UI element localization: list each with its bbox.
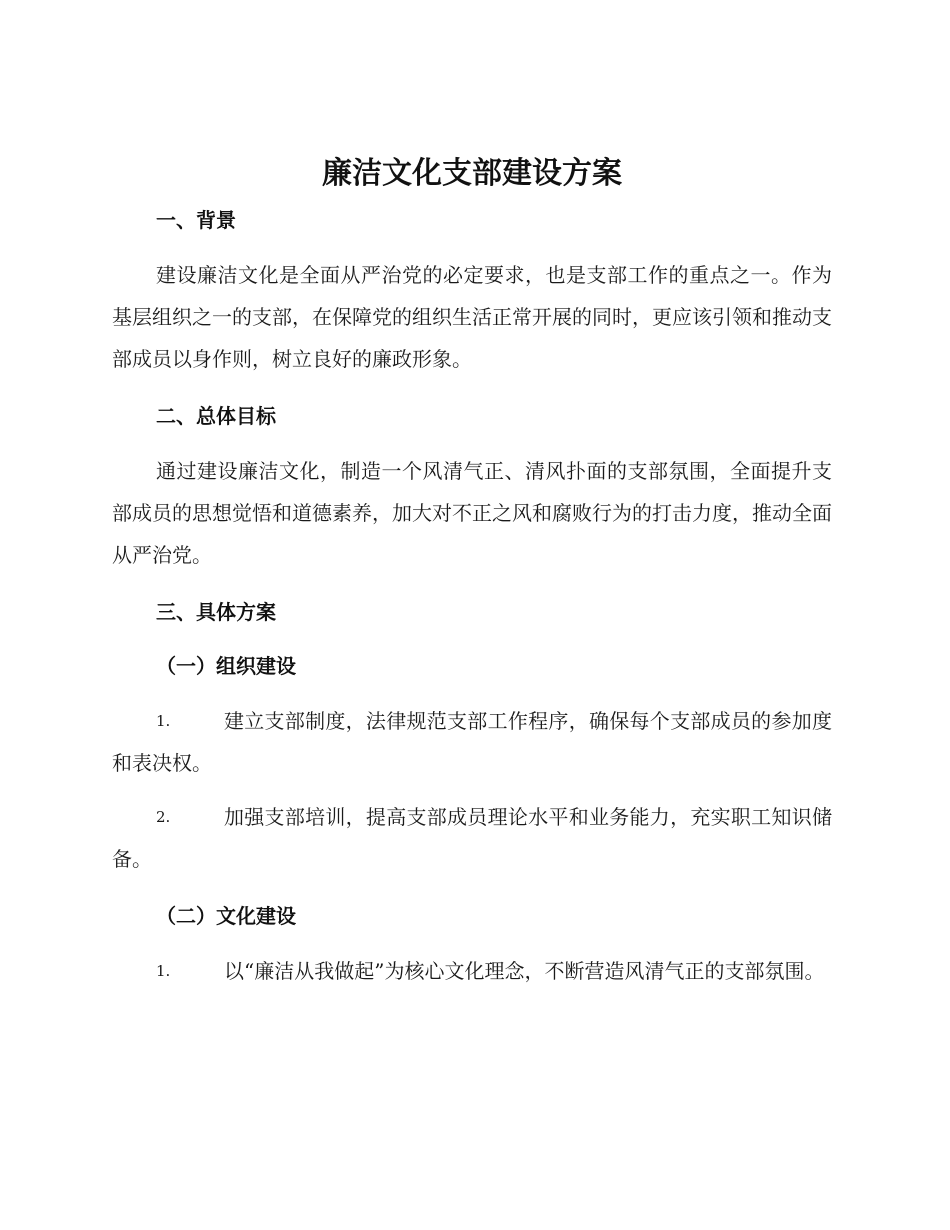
list-item xyxy=(112,796,832,880)
list-item-text: 建立支部制度，法律规范支部工作程序，确保每个支部成员的参加度和表决权。 xyxy=(112,709,832,775)
list-item-text: 加强支部培训，提高支部成员理论水平和业务能力，充实职工知识储备。 xyxy=(112,805,832,871)
document-title: 廉洁文化支部建设方案 xyxy=(322,156,622,191)
paragraph-goal: 通过建设廉洁文化，制造一个风清气正、清风扑面的支部氛围，全面提升支部成员的思想觉悟和道德素养，加大对不正之风和腐败行为的打击力度，推动全面从严治党。 xyxy=(112,459,832,567)
paragraph-background: 建设廉洁文化是全面从严治党的必定要求，也是支部工作的重点之一。作为基层组织之一的支部，在保障党的组织生活正常开展的同时，更应该引领和推动支部成员以身作则，树立良好的廉政形象。 xyxy=(112,263,832,371)
section-heading-background: 一、背景 xyxy=(156,208,236,232)
list-item-number: 2. xyxy=(156,808,171,826)
list-item-number: 1. xyxy=(156,712,171,730)
list-item xyxy=(112,950,832,992)
document-content xyxy=(112,150,832,992)
list-item-text: 以“廉洁从我做起”为核心文化理念，不断营造风清气正的支部氛围。 xyxy=(224,959,825,983)
sub-heading-organization: （一）组织建设 xyxy=(156,654,296,678)
list-item-number: 1. xyxy=(156,962,171,980)
section-heading-plan: 三、具体方案 xyxy=(156,600,276,624)
sub-heading-culture: （二）文化建设 xyxy=(156,904,296,928)
section-heading-goal: 二、总体目标 xyxy=(156,404,276,428)
list-item xyxy=(112,700,832,784)
